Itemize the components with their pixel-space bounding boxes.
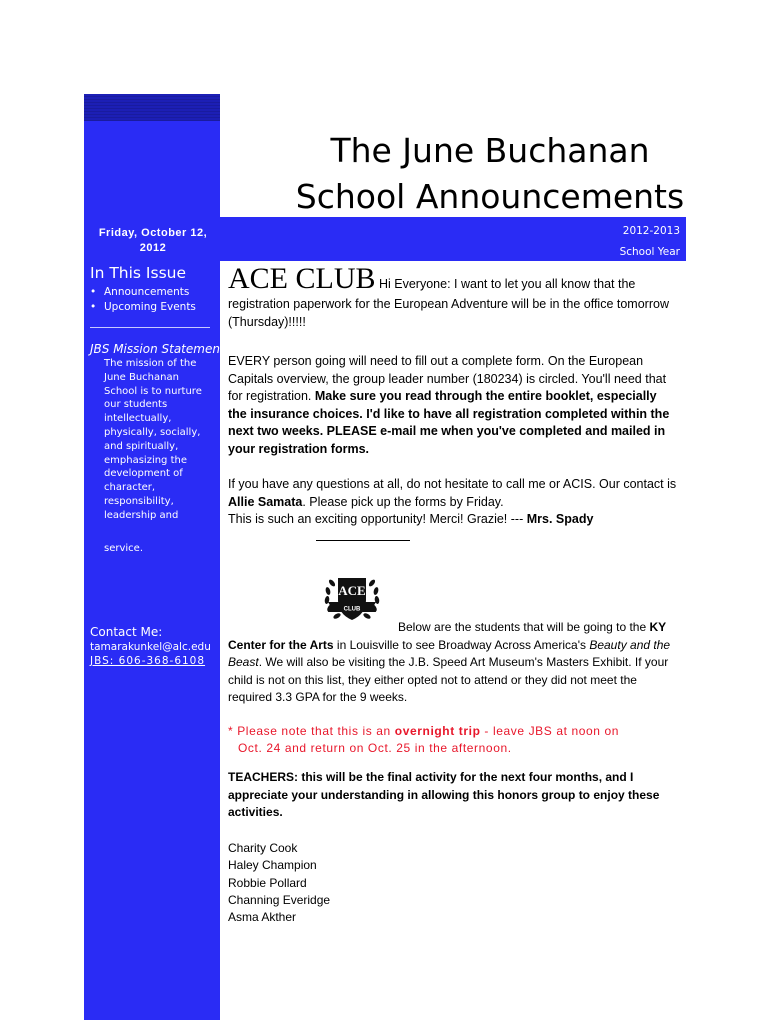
issue-item-announcements: • Announcements <box>90 285 196 300</box>
contact-email: tamarakunkel@alc.edu <box>90 641 211 653</box>
teachers-note: TEACHERS: this will be the final activity for the next four months, and I appreciate your understanding in allowing this honors group to enjoy these activities. <box>228 770 660 819</box>
logo-subtext: CLUB <box>343 606 361 613</box>
signature-line <box>316 540 410 541</box>
in-this-issue-heading: In This Issue <box>90 264 187 282</box>
questions-text-1: If you have any questions at all, do not hesitate to call me or ACIS. Our contact is <box>228 477 677 491</box>
page-title-line-2: School Announcements <box>295 177 685 216</box>
registration-bold-text: Make sure you read through the entire booklet, especially the insurance choices. I'd like to have all registration completed within the next two weeks. PLEASE e-mail me when you've completed and mailed in your registration forms. <box>228 389 670 456</box>
ace-club-heading: ACE CLUB <box>228 262 376 295</box>
student-list <box>228 840 330 926</box>
mission-statement-heading: JBS Mission Statement <box>90 342 225 356</box>
issue-list <box>90 285 196 315</box>
overnight-trip-note <box>228 723 683 757</box>
trip-show: Beauty and the Beast <box>228 637 671 669</box>
mission-statement-tail: service. <box>104 543 143 554</box>
contact-name: Allie Samata <box>228 494 303 509</box>
questions-paragraph <box>228 476 678 529</box>
questions-text-3: This is such an exciting opportunity! Merci! Grazie! --- <box>228 512 527 526</box>
ace-club-intro: Hi Everyone: I want to let you all know that the <box>375 277 636 291</box>
trip-venue: KY Center for the Arts <box>228 620 666 652</box>
logo-text: ACE <box>338 583 366 598</box>
signature-name: Mrs. Spady <box>526 512 594 526</box>
issue-date: Friday, October 12, 2012 <box>98 227 208 254</box>
page-title <box>230 128 750 220</box>
list-item: Asma Akther <box>228 910 297 925</box>
trip-paragraph <box>228 619 683 707</box>
school-year-label: School Year <box>619 246 680 258</box>
issue-item-upcoming-events: • Upcoming Events <box>90 300 196 315</box>
sidebar-header-band <box>84 94 220 121</box>
page-title-line-1: The June Buchanan <box>330 131 650 170</box>
trip-text-2: in Louisville to see Broadway Across America's <box>333 637 590 652</box>
sidebar-divider <box>90 327 210 328</box>
overnight-bold: overnight trip <box>394 724 481 738</box>
questions-text-2: . Please pick up the forms by Friday. <box>302 494 504 509</box>
school-year-value: 2012-2013 <box>622 225 680 237</box>
registration-paragraph <box>228 353 678 458</box>
contact-heading: Contact Me: <box>90 625 163 639</box>
list-item: Charity Cook <box>228 841 298 855</box>
list-item: Haley Champion <box>228 858 317 873</box>
registration-text: EVERY person going will need to fill out a complete form. On the European Capitals overview, the group leader number (180234) is circled. You'll need that for registration. <box>228 354 667 403</box>
overnight-text-2: - leave JBS at noon on <box>480 724 620 738</box>
trip-text-1: Below are the students that will be going to the <box>398 620 650 634</box>
contact-phone: JBS: 606-368-6108 <box>90 655 206 667</box>
overnight-text-1: * Please note that this is an <box>228 724 395 738</box>
list-item: Channing Everidge <box>228 892 331 907</box>
trip-text-3: . We will also be visiting the J.B. Speed Art Museum's Masters Exhibit. If your child is not on this list, they either opted not to attend or they did not meet the required 3.3 GPA for the 9 weeks. <box>228 655 669 704</box>
mission-statement-text: The mission of the June Buchanan School is to nurture our students intellectually, physically, socially, and spiritually, emphasizing the development of character, responsibility, leadership and <box>104 358 202 521</box>
list-item: Robbie Pollard <box>228 875 307 890</box>
ace-club-paragraph <box>228 262 678 331</box>
ace-club-rest: registration paperwork for the European Adventure will be in the office tomorrow (Thursday)!!!!! <box>228 297 669 329</box>
overnight-text-3: Oct. 24 and return on Oct. 25 in the afternoon. <box>238 741 512 755</box>
